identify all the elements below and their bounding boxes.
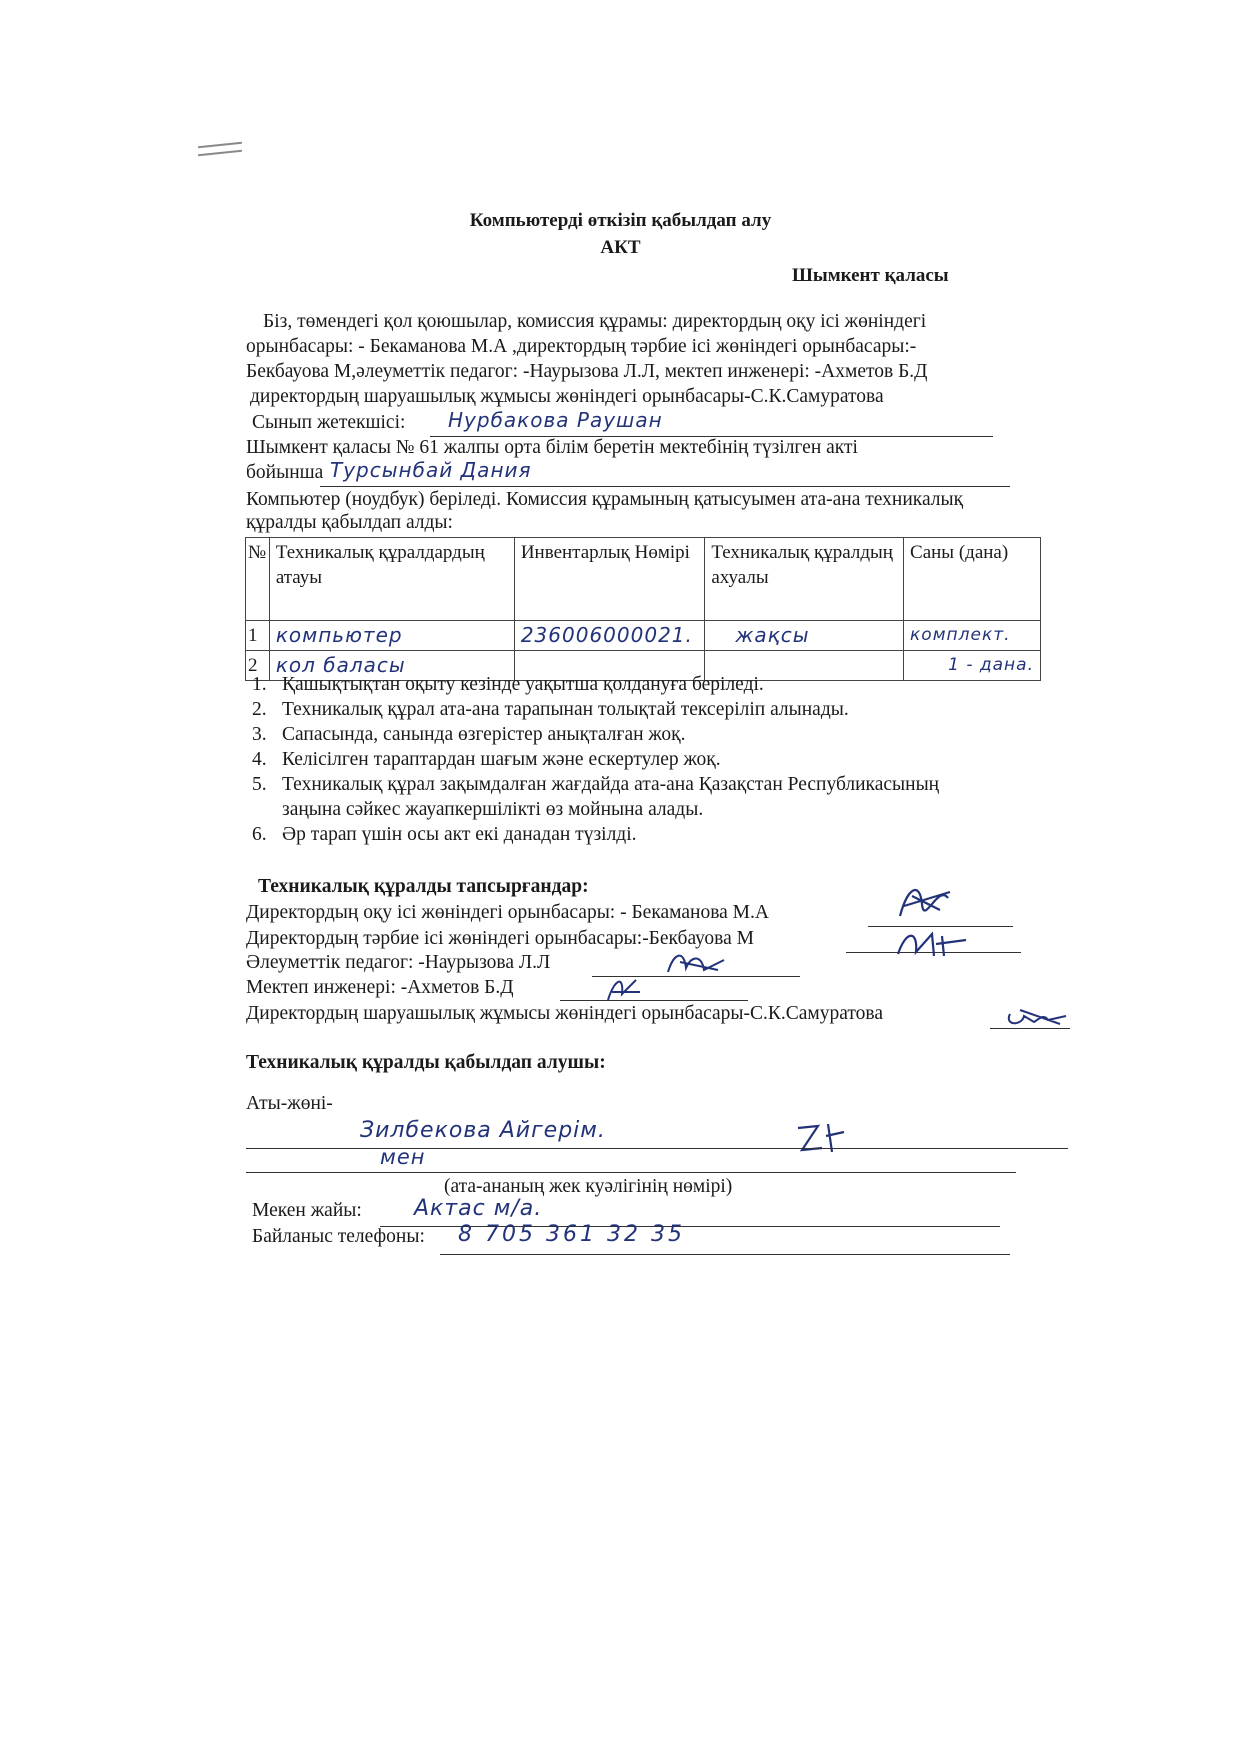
class-teacher-label: Сынып жетекшісі: (252, 412, 406, 433)
row-2-num: 2 (246, 651, 270, 681)
row-1-num: 1 (246, 621, 270, 651)
receiver-signature-icon (792, 1110, 852, 1160)
address-value: Актас м/а. (414, 1196, 543, 1221)
handover-line-3: Әлеуметтік педагог: -Наурызова Л.Л (246, 952, 551, 973)
intro-line-1: Біз, төмендегі қол қоюшылар, комиссия құрамы: директордың оқу ісі жөніндегі (263, 311, 927, 332)
header-inventory: Инвентарлық Нөмірі (514, 538, 705, 621)
conditions-list (252, 672, 939, 847)
address-label: Мекен жайы: (252, 1200, 362, 1221)
intro-line-4: директордың шаруашылық жұмысы жөніндегі орынбасары-С.К.Самуратова (250, 386, 884, 407)
list-item: заңына сәйкес жауапкершілікті өз мойнына алады. (282, 799, 704, 820)
receiver-name-label: Аты-жөні- (246, 1093, 333, 1114)
signature-3-icon (662, 944, 732, 980)
school-line-2-label: бойынша (246, 462, 324, 483)
receiver-name-value-2: мен (380, 1145, 426, 1169)
header-condition: Техникалық құралдың ахуалы (705, 538, 904, 621)
id-underline (246, 1172, 1016, 1173)
device-line-2: құралды қабылдап алды: (246, 512, 453, 533)
handover-line-2: Директордың тәрбие ісі жөніндегі орынбасары:-Бекбауова М (246, 928, 754, 949)
row-1-qty: комплект. (904, 621, 1041, 651)
row-1-name: компьютер (269, 621, 514, 651)
device-line-1: Компьютер (ноудбук) беріледі. Комиссия құрамының қатысуымен ата-ана техникалық (246, 489, 964, 510)
phone-value: 8 705 361 32 35 (458, 1222, 685, 1247)
class-teacher-value: Нурбакова Раушан (448, 408, 663, 432)
row-2-qty: 1 - дана. (904, 651, 1041, 681)
row-2-name: кол баласы (269, 651, 514, 681)
receiver-heading: Техникалық құралды қабылдап алушы: (246, 1052, 606, 1073)
intro-line-2: орынбасары: - Бекаманова М.А ,директордың тәрбие ісі жөніндегі орынбасары:- (246, 336, 917, 357)
phone-label: Байланыс телефоны: (252, 1226, 425, 1247)
signature-2-icon (892, 922, 972, 964)
header-qty: Саны (дана) (904, 538, 1041, 621)
handover-line-4: Мектеп инженері: -Ахметов Б.Д (246, 977, 514, 998)
equipment-table (245, 537, 1041, 681)
city-label: Шымкент қаласы (792, 265, 949, 286)
scan-mark (198, 144, 242, 160)
list-item: 5. Техникалық құрал зақымдалған жағдайда ата-ана Қазақстан Республикасының (252, 774, 940, 795)
list-item: 3. Сапасында, санында өзгерістер анықталған жоқ. (252, 724, 686, 745)
document-subtitle: АКТ (600, 237, 641, 258)
signature-5-icon (1000, 1000, 1074, 1030)
school-line-underline (320, 486, 1010, 487)
header-num: № (246, 538, 270, 621)
list-item: 6. Әр тарап үшін осы акт екі данадан түзілді. (252, 824, 637, 845)
handover-heading: Техникалық құралды тапсырғандар: (258, 876, 589, 897)
phone-underline (440, 1254, 1010, 1255)
table-header-row (246, 538, 1041, 621)
receiver-name-value: Зилбекова Айгерім. (360, 1118, 606, 1143)
signature-1-icon (890, 876, 960, 926)
list-item: 4. Келісілген тараптардан шағым және ескертулер жоқ. (252, 749, 721, 770)
list-item: 2. Техникалық құрал ата-ана тарапынан толықтай тексеріліп алынады. (252, 699, 849, 720)
row-1-condition: жақсы (705, 621, 904, 651)
signature-line-4 (560, 1000, 748, 1001)
table-row (246, 621, 1041, 651)
id-caption: (ата-ананың жек куәлігінің нөмірі) (444, 1176, 733, 1197)
handover-line-1: Директордың оқу ісі жөніндегі орынбасары: - Бекаманова М.А (246, 902, 769, 923)
intro-line-3: Бекбауова М,әлеуметтік педагог: -Наурызова Л.Л, мектеп инженері: -Ахметов Б.Д (246, 361, 928, 382)
name-underline (246, 1148, 1068, 1149)
school-line-2-value: Турсынбай Дания (330, 458, 532, 482)
list-item: 1. Қашықтықтан оқыту кезінде уақытша қолдануға беріледі. (252, 674, 764, 695)
row-1-inventory: 236006000021. (514, 621, 705, 651)
header-name: Техникалық құралдардың атауы (269, 538, 514, 621)
signature-4-icon (600, 970, 650, 1004)
handover-line-5: Директордың шаруашылық жұмысы жөніндегі орынбасары-С.К.Самуратова (246, 1003, 884, 1024)
document-title: Компьютерді өткізіп қабылдап алу (469, 210, 772, 231)
school-line-1: Шымкент қаласы № 61 жалпы орта білім беретін мектебінің түзілген акті (246, 437, 858, 458)
